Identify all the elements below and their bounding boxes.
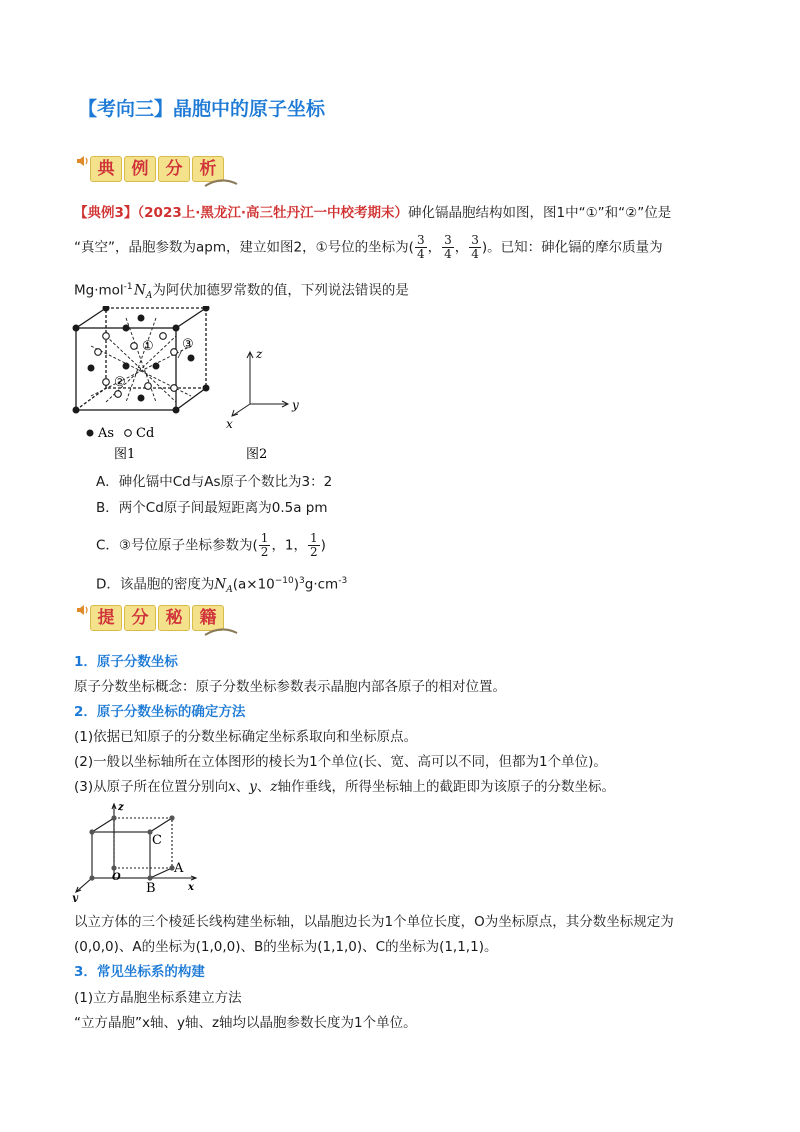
banner-example-analysis [76, 152, 236, 182]
section-2-line-2: (2)一般以坐标轴所在立体图形的棱长为1个单位(长、宽、高可以不同，但都为1个单位)。 [74, 754, 607, 770]
cd-atom [131, 343, 138, 350]
denominator: 4 [471, 247, 479, 261]
fraction [308, 532, 320, 559]
as-atom [153, 363, 160, 370]
option-a: A．砷化镉中Cd与As原子个数比为3：2 [96, 474, 333, 490]
cd-atom [95, 349, 102, 356]
avogadro-symbol: N [134, 282, 146, 299]
numerator: 1 [260, 531, 269, 545]
numerator: 3 [444, 233, 452, 247]
cube-b-label: B [146, 881, 156, 896]
separator: ， [427, 239, 442, 256]
option-d [96, 571, 347, 600]
as-atom [203, 385, 210, 392]
cube-x-label: x [188, 882, 194, 893]
example-text: “真空”，晶胞参数为apm，建立如图2，①号位的坐标为( [74, 239, 414, 256]
example-source: （2023上·黑龙江·高三牡丹江一中校考期末） [137, 205, 408, 221]
cd-atom [115, 391, 122, 398]
option-text: g·cm [304, 576, 339, 593]
example-line-3 [74, 277, 409, 306]
numerator: 3 [416, 233, 425, 247]
axis-y-label: y [292, 398, 299, 412]
example-tag: 【典例3】 [74, 205, 138, 221]
axes-figure-2 [232, 352, 288, 416]
cube-explanation-line-2: (0,0,0)、A的坐标为(1,0,0)、B的坐标为(1,1,0)、C的坐标为(1,1,1)。 [74, 939, 498, 955]
speaker-icon [76, 603, 90, 617]
banner-char: 典 [90, 156, 122, 182]
as-atom [123, 325, 130, 332]
as-atom [73, 407, 80, 414]
banner-char: 秘 [158, 605, 190, 631]
cd-atom [160, 333, 167, 340]
example-line-1 [74, 203, 671, 223]
section-2-line-3 [74, 777, 615, 797]
section-1-text: 原子分数坐标概念：原子分数坐标参数表示晶胞内部各原子的相对位置。 [74, 679, 506, 695]
swoosh-decoration [204, 625, 238, 637]
section-3-line-2: “立方晶胞”x轴、y轴、z轴均以晶胞参数长度为1个单位。 [74, 1015, 417, 1031]
cube-a-label: A [174, 861, 184, 876]
as-atom [103, 306, 110, 312]
superscript: −10 [274, 576, 294, 586]
cube-o-label: O [112, 872, 121, 883]
subscript: A [226, 585, 233, 596]
numerator: 1 [310, 531, 318, 545]
unit-text: Mg·mol [74, 282, 124, 299]
caption-figure-2: 图2 [246, 447, 268, 462]
as-atom [188, 355, 195, 362]
banner-char: 提 [90, 605, 122, 631]
cube-y-label: y [72, 893, 78, 902]
as-atom [138, 395, 145, 402]
denominator: 4 [444, 247, 452, 261]
speaker-icon [76, 154, 90, 168]
option-b: B．两个Cd原子间最短距离为0.5a pm [96, 500, 328, 516]
text: 轴作垂线，所得坐标轴上的截距即为该原子的分数坐标。 [277, 779, 616, 795]
cd-atom [145, 383, 152, 390]
cd-atom [103, 379, 110, 386]
section-2-heading: 2．原子分数坐标的确定方法 [74, 704, 246, 720]
banner-char: 分 [158, 156, 190, 182]
denominator: 2 [260, 545, 269, 559]
fraction [259, 532, 271, 559]
denominator: 2 [310, 545, 318, 559]
axis-y: y [249, 779, 257, 795]
as-atom [203, 306, 210, 312]
separator: ， [454, 239, 469, 256]
cd-atom [103, 333, 110, 340]
cube-c-label: C [152, 833, 162, 848]
example-text: 砷化镉晶胞结构如图，图1中“①”和“②”位是 [408, 205, 672, 221]
as-legend-dot [87, 430, 94, 437]
separator: 、 [235, 779, 250, 795]
example-line-2 [74, 234, 663, 261]
section-2-line-1: (1)依据已知原子的分数坐标确定坐标系取向和坐标原点。 [74, 729, 418, 745]
axis-z-label: z [256, 347, 263, 361]
example-text: 为阿伏加德罗常数的值，下列说法错误的是 [152, 282, 409, 299]
fraction [415, 234, 427, 261]
cd-legend-dot [125, 430, 132, 437]
superscript: -1 [123, 282, 133, 292]
crystal-structure-figure [68, 306, 308, 466]
option-c [96, 532, 326, 559]
as-atom [88, 365, 95, 372]
as-atom [138, 315, 145, 322]
option-text: (a×10 [232, 576, 275, 593]
legend-cd: Cd [136, 426, 155, 441]
banner-char: 籍 [192, 605, 224, 631]
example-text: )。已知：砷化镉的摩尔质量为 [481, 239, 663, 256]
axis-x-label: x [226, 417, 233, 431]
as-atom [123, 363, 130, 370]
numerator: 3 [471, 233, 479, 247]
page-title: 【考向三】晶胞中的原子坐标 [78, 98, 326, 120]
option-text: ) [293, 576, 300, 593]
option-text: D．该晶胞的密度为 [96, 576, 215, 593]
label-site-1: ① [142, 339, 154, 354]
cube-z-label: z [118, 802, 124, 813]
text: (3)从原子所在位置分别向 [74, 779, 229, 795]
section-1-heading: 1．原子分数坐标 [74, 654, 178, 670]
label-site-2: ② [114, 375, 126, 390]
denominator: 4 [416, 247, 425, 261]
label-site-3: ③ [182, 337, 194, 352]
subscript: A [145, 291, 153, 302]
superscript: -3 [338, 576, 348, 586]
section-3-line-1: (1)立方晶胞坐标系建立方法 [74, 990, 242, 1006]
section-3-heading: 3．常见坐标系的构建 [74, 964, 205, 980]
cube-explanation-line-1: 以立方体的三个棱延长线构建坐标轴，以晶胞边长为1个单位长度，O为坐标原点，其分数坐标规定为 [74, 914, 674, 930]
axis-z: z [270, 779, 278, 795]
caption-figure-1: 图1 [114, 447, 136, 462]
legend-as: As [98, 426, 115, 441]
banner-char: 分 [124, 605, 156, 631]
fraction [442, 234, 454, 261]
fractional-coordinate-cube [70, 798, 210, 902]
swoosh-decoration [204, 176, 238, 188]
cd-atom [171, 349, 178, 356]
fraction [469, 234, 481, 261]
banner-tips [76, 601, 236, 631]
superscript: 3 [299, 576, 305, 586]
as-atom [173, 325, 180, 332]
banner-char: 析 [192, 156, 224, 182]
avogadro-symbol: N [214, 576, 227, 593]
banner-char: 例 [124, 156, 156, 182]
option-text: ，1， [271, 537, 308, 554]
as-atom [173, 407, 180, 414]
option-text: ) [320, 537, 326, 554]
cd-atom [171, 385, 178, 392]
separator: 、 [256, 779, 271, 795]
option-text: C．③号位原子坐标参数为( [96, 537, 258, 554]
as-atom [73, 325, 80, 332]
axis-x: x [228, 779, 236, 795]
